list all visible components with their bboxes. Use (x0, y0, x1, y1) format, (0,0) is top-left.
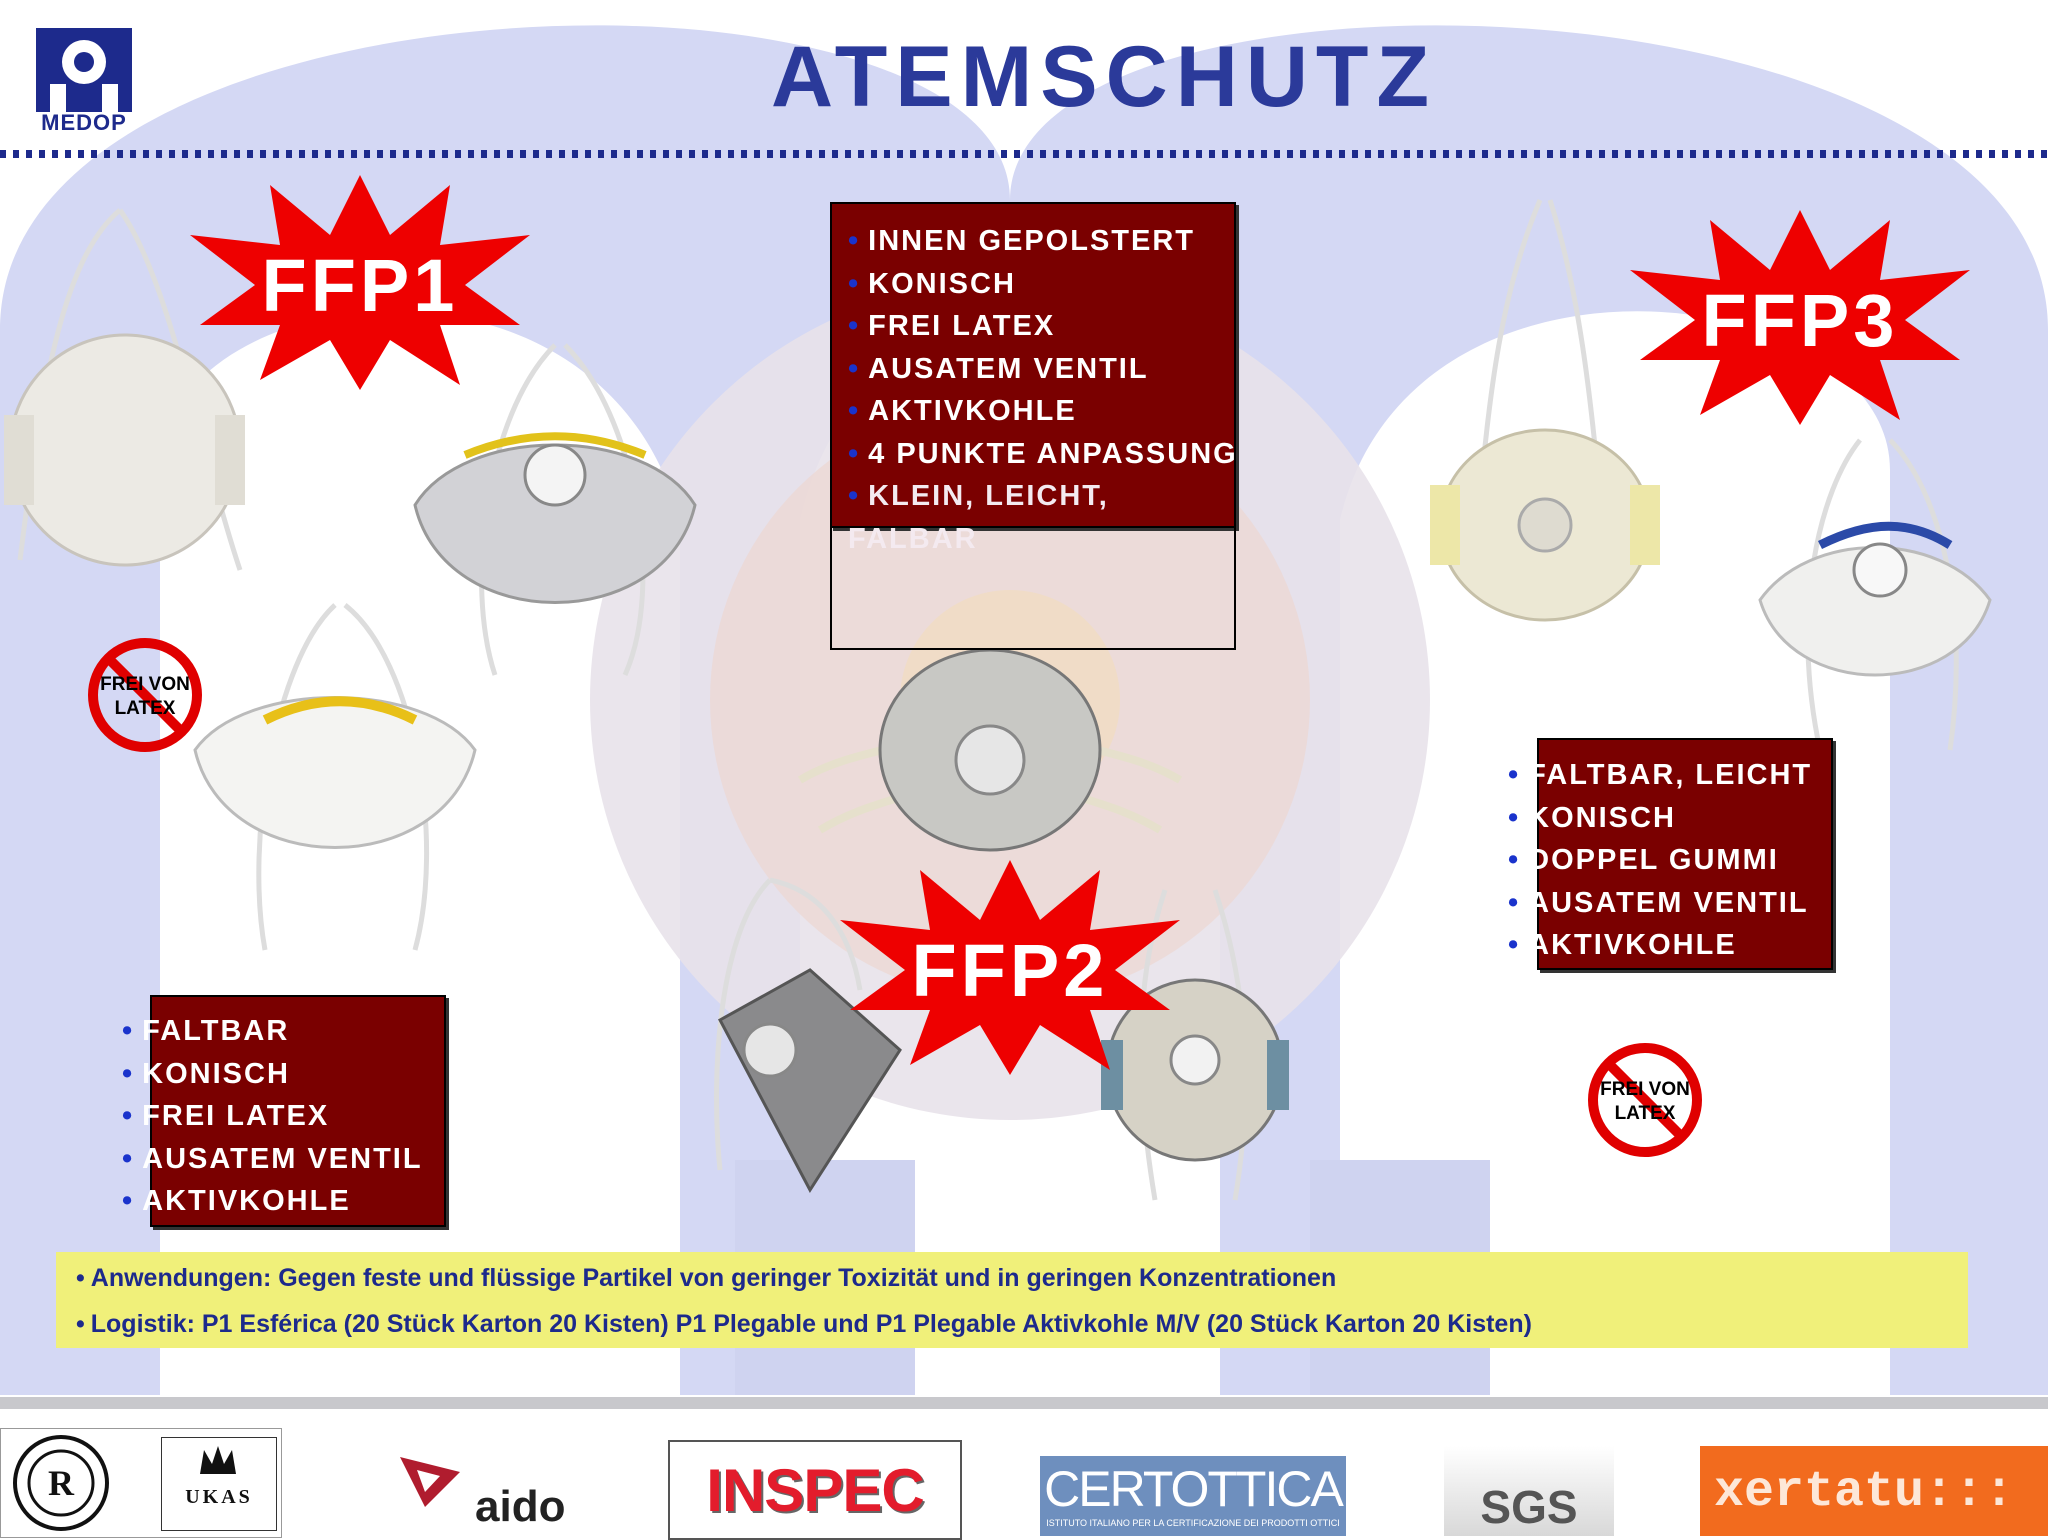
latex-free-text: FREI VON LATEX (100, 674, 190, 719)
inspec-logo (668, 1440, 962, 1540)
feature-item: • AKTIVKOHLE (848, 395, 1077, 427)
feature-item: • FALTBAR (122, 1015, 290, 1047)
certottica-text: CERTOTTICA (1044, 1461, 1342, 1517)
feature-item: • KONISCH (122, 1057, 290, 1090)
footer-separator (0, 1397, 2048, 1409)
sgs-text: SGS (1480, 1481, 1578, 1533)
info-line-logistics: • Logistik: P1 Esférica (20 Stück Karton 20 Kisten) P1 Plegable und P1 Plegable Aktivkohle M/V (20 Stück Karton 20 Kisten) (76, 1310, 1532, 1338)
ffp2-label: FFP2 (911, 928, 1109, 1012)
mask-image-ffp3-cup-valve (1430, 195, 1660, 635)
ffp2-badge (840, 860, 1140, 1080)
crown-icon (198, 1444, 238, 1478)
feature-item: • KLEIN, LEICHT, FALBAR (848, 480, 1109, 555)
feature-item: • FREI LATEX (122, 1100, 330, 1132)
aido-triangle-icon (395, 1452, 465, 1512)
feature-item: • AUSATEM VENTIL (848, 352, 1149, 385)
ukas-text: UKAS (185, 1486, 253, 1508)
svg-text:R: R (48, 1463, 74, 1503)
latex-free-mark-left (85, 635, 205, 755)
feature-item: • AUSATEM VENTIL (1508, 886, 1809, 919)
mask-image-ffp1-folded (185, 600, 485, 960)
ffp3-feature-list (1508, 754, 1812, 967)
ffp1-feature-list (122, 1010, 423, 1223)
info-line-applications: • Anwendungen: Gegen feste und flüssige Partikel von geringer Toxizität und in geringen Konzentrationen (76, 1264, 1337, 1292)
ukas-logo (161, 1437, 277, 1531)
feature-item: • 4 PUNKTE ANPASSUNG (848, 437, 1238, 470)
logo-text: MEDOP (41, 110, 127, 135)
page-title: ATEMSCHUTZ (770, 29, 1437, 125)
inspec-text: INSPEC (706, 1457, 924, 1524)
ffp1-badge (190, 175, 490, 395)
certottica-subtitle: ISTITUTO ITALIANO PER LA CERTIFICAZIONE DEI PRODOTTI OTTICI (1046, 1518, 1340, 1528)
feature-item: • FALTBAR, LEICHT (1508, 759, 1813, 791)
dotted-divider (0, 150, 2048, 158)
feature-item: • AKTIVKOHLE (1508, 929, 1737, 961)
registered-quality-icon (6, 1433, 156, 1533)
mask-image-ffp3-folded-blue (1750, 430, 2000, 760)
quality-certification-logo (0, 1428, 282, 1538)
feature-item: • AKTIVKOHLE (122, 1185, 351, 1217)
xertatu-text: xertatu::: (1714, 1464, 2015, 1521)
ffp3-badge (1630, 210, 1930, 430)
latex-free-mark-right (1585, 1040, 1705, 1160)
latex-free-text: FREI VON LATEX (1600, 1079, 1690, 1124)
ffp1-label: FFP1 (261, 243, 459, 327)
sgs-logo (1444, 1446, 1614, 1536)
xertatu-logo (1700, 1446, 2048, 1536)
aido-text: aido (475, 1482, 566, 1531)
feature-item: • KONISCH (848, 267, 1016, 300)
ffp3-label: FFP3 (1701, 278, 1899, 362)
ffp2-feature-list (848, 220, 1238, 560)
feature-item: • KONISCH (1508, 801, 1676, 834)
feature-item: • FREI LATEX (848, 310, 1056, 342)
feature-item: • AUSATEM VENTIL (122, 1142, 423, 1175)
feature-item: • INNEN GEPOLSTERT (848, 225, 1196, 257)
certottica-logo (1040, 1456, 1346, 1536)
feature-item: • DOPPEL GUMMI (1508, 844, 1779, 876)
aido-logo (395, 1452, 575, 1536)
